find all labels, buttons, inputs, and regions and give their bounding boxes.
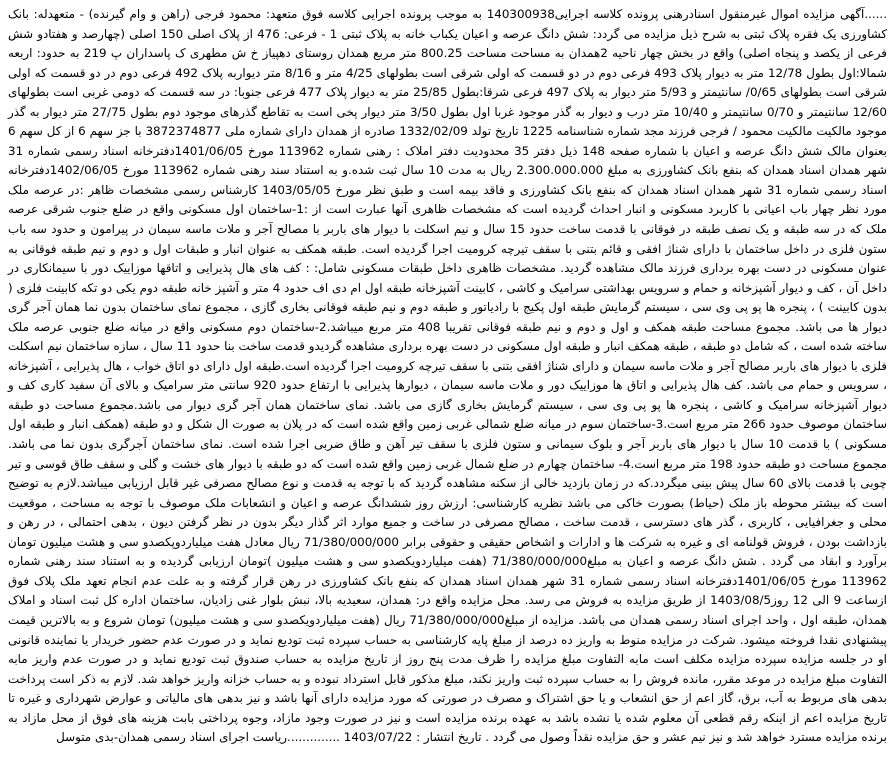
auction-notice-body: ......آگهی مزایده اموال غیرمنقول اسنادرهنی پرونده کلاسه اجرایی140300938 به موجب پرونده اجرایی کلاسه فوق متعهد: محمود فرجی (راهن و وام گیرنده) - متعهدله: بانک کشاورزی یک فقره پلاک ثبتی به شرح ذیل مزایده می گردد: شش دانگ عرصه و اعیان یکباب خانه به پلاک ثبتی 1 - فرعی: 476 از پلاک اصلی 150 اصلی (چهارصد و هفتادو شش فرعی از یکصد و پنجاه اصلی) واقع در بخش چهار ناحیه 2همدان به مساحت مساحت 800.25 متر مربع همدان روستای دهپیاز خ ش مطهری ک پاسداران پ 219 به حدود: اربعه شمالا:اول بطول 12/78 متر به دیوار پلاک 493 فرعی دوم در دو قسمت که اولی شرقی است بطولهای 4/25 متر و 8/16 متر دیواربه پلاک 492 فرعی دوم در دو قسمت که اولی شرقی است بطولهای 0/65/ سانتیمتر و 5/93 متر دیوار به پلاک 497 فرعی شرقا:بطول 25/85 متر به دیوار پلاک 477 فرعی جنوبا: در سه قسمت که دومی غربی است بطولهای 12/60 سانتیمتر و 0/70 سانتیمتر و 10/40 متر درب و دیوار به گذر موجود غربا اول بطول 3/50 متر دیوار پخی است به تقاطع گذرهای موجود دوم بطول 27/75 متر دیوار به گذر موجود مالکیت مالکیت محمود / فرجی فرزند مجد شماره شناسنامه 1225 تاریخ تولد 1332/02/09 صادره از همدان دارای شماره ملی 3872374877 با جز سهم 6 از کل سهم 6 بعنوان مالک شش دانگ عرصه و اعیان با شماره صفحه 148 ذیل دفتر 35 محدودیت دفتر املاک : رهنی شماره 113962 مورخ 1401/06/05دفترخانه اسناد رسمی شماره 31 شهر همدان اسناد همدان که بنفع بانک کشاورزی به مبلغ 2.300.000.000 ریال به مدت 10 سال ثبت شده.و به استناد سند رهنی شماره 113962 مورخ 1402/06/05دفترخانه اسناد رسمی شماره 31 شهر همدان اسناد همدان که بنفع بانک کشاورزی و فاقد بیمه است و طبق نظر مورخ 1403/05/05 کارشناس رسمی مشخصات ظاهر :در عرصه ملک مورد نظر چهار باب اعیانی با کاربرد مسکونی و انبار احداث گردیده است که مشخصات ظاهری آنها عبارت است از :1-ساختمان اول مسکونی واقع در ضلع جنوب شرقی عرصه ملک که در سه طبقه و یک نصف طبقه در فوقانی با قدمت ساخت حدود 15 سال و نیم اسکلت با دیوار های باربر با مصالح آجر و ملات ماسه سیمان در پیرامون و حدود سه باب ستون فلزی در داخل ساختمان با دارای شناژ افقی و قائم بتنی با سقف تیرچه کرومیت اجرا گردیده است. طبقه همکف به عنوان انبار و طبقات اول و دوم و نیم طبقه فوقانی به عنوان مسکونی در دست بهره برداری فرزند مالک مشاهده گردید. مشخصات ظاهری داخل طبقات مسکونی شامل: : کف های هال پذیرایی و اتاقها موزاییک دور با سیمانکاری در داخل آن ، کف و دیوار آشپزخانه و حمام و سرویس بهداشتی سرامیک و کاشی ، کابینت آشپزخانه طبقه اول ام دی اف حدود 4 متر و آشپز خانه طبقه دوم یکی دو تکه کابینت فلزی ( بدون کابینت ) ، پنجره ها پو پی وی سی ، سیستم گرمایش طبقه اول پکیج با رادیاتور و طبقه دوم و نیم طبقه فوقانی بخاری گازی ، مجموع نمای ساختمان بدون نما همان آجر گری دیوار ها می باشد. مجموع مساحت طبقه همکف و اول و دوم و نیم طبقه فوقانی تقریبا 408 متر مربع میباشد.2-ساختمان دوم مسکونی واقع در میانه ضلع جنوبی عرصه ملک ساخته شده است ، که شامل دو طبقه ، طبقه همکف انبار و طبقه اول مسکونی در دست بهره برداری مشاهده گردیدو قدمت ساخت بنا حدود 11 سال ، سازه ساختمان نیم اسکلت فلزی با دیوار های باربر مصالح آجر و ملات ماسه سیمان و دارای شناژ افقی بتنی با سقف تیرچه کرومیت اجرا گردیده است.طبقه اول دارای دو اتاق خواب ، هال پذیرایی ، آشپزخانه ، سرویس و حمام می باشد. کف هال پذیرایی و اتاق ها موزاییک دور و ملات ماسه سیمان ، دیوارها پذیرایی با ارتفاع حدود 920 سانتی متر سرامیک و بالای آن سفید کاری کف و دیوار آشپزخانه سرامیک و کاشی ، پنجره ها پو پی وی سی ، سیستم گرمایش بخاری گازی می باشد. نمای ساختمان همان آجر گری دیوار می باشد.مجموع مساحت دو طبقه ساختمان موصوف حدود 266 متر مربع است.3-ساختمان سوم در میانه ضلع شمالی غربی زمین واقع شده است که در پلان به صورت ال شکل و دو طبقه (همکف انبار و طبقه اول مسکونی ) با قدمت 10 سال با دیوار های باربر آجر و بلوک سیمانی و ستون فلزی با سقف تیر آهن و طاق ضربی اجرا شده است. نمای ساختمان آجرگری بدون نما می باشد. مجموع مساحت دو طبقه حدود 198 متر مربع است.4- ساختمان چهارم در ضلع شمال غربی زمین واقع شده است که دو طبقه با دیوار های خشت و گلی و سقف طاق قوسی و تیر چوبی با قدمت بالای 60 سال پیش بینی میگردد.که در زمان بازدید خالی از سکنه مشاهده گردید که با توجه به قدمت و نوع مصالح مصرفی غیر قابل ارزیابی میباشد.لازم به توضیح است که بیشتر محوطه باز ملک (حیاط) بصورت خاکی می باشد نظریه کارشناسی: ارزش روز ششدانگ عرصه و اعیان و انشعابات ملک موصوف با توجه به مساحت ، موقعیت محلی و جغرافیایی ، کاربری ، گذر های دسترسی ، قدمت ساخت ، مصالح مصرفی در ساخت و جمیع موارد اثر گذار دیگر بدون در نظر گرفتن دیون ، بدهی احتمالی ، در رهن و بازداشت بودن ، فروش قولنامه ای و غیره به شرکت ها و ادارات و اشخاص حقیقی و حقوقی برابر 71/380/000/000 ریال معادل هفت میلیاردوپکصدو سی و هشت میلیون تومان برآورد و ابقاد می گردد . شش دانگ عرصه و اعیان به مبلغ71/380/000/000 (هفت میلیاردویکصدو سی و هشت میلیون )تومان ارزیابی گردیده و به استناد سند رهنی شماره 113962 مورخ 1401/06/05دفترخانه اسناد رسمی شماره 31 شهر همدان اسناد همدان که بنفع بانک کشاورزی در رهن قرار گرفته و به علت عدم انجام تعهد ملک پلاک فوق ازساعت 9 الی 12 روز1403/08/5 از طریق مزایده به فروش می رسد. محل مزایده واقع در: همدان، سعیدیه بالا، نبش بلوار غنی زادیان، ساختمان اداره کل ثبت اسناد و املاک همدان، طبقه اول ، واحد اجرای اسناد رسمی همدان می باشد. مزایده از مبلغ71/380/000/000 ریال (هفت میلیاردویکصدو سی و هشت میلیون) تومان شروع و به بالاترین قیمت پیشنهادی نقدا فروخته میشود. شرکت در مزایده منوط به واریز ده درصد از مبلغ پایه کارشناسی به حساب سپرده ثبت تودیع نماید و در صورت عدم حضور خریدار یا نماینده قانونی او در جلسه مزایده سپرده مزایده مکلف است مابه التفاوت مبلغ مزایده را ظرف مدت پنج روز از تاریخ مزایده به حساب صندوق ثبت تودیع نماید و در صورت عدم واریز مابه التفاوت مبلغ مزایده در موعد مقرر، مانده فروش را به حساب سپرده ثبت واریز نکند، مبلغ مذکور قابل استرداد نبوده و به حساب خزانه واریز خواهد شد. لازم به ذکر است پرداخت بدهی های مربوط به آب، برق، گاز اعم از حق انشعاب و یا حق اشتراک و مصرف در صورتی که مورد مزایده دارای آنها باشد و نیز بدهی های مالیاتی و عوارض شهرداری و غیره تا تاریخ مزایده اعم از اینکه رقم قطعی آن معلوم شده یا نشده باشد به عهده برنده مزایده است و نیز در صورت وجود مازاد، وجوه پرداختی بابت هزینه های فوق از محل مازاد به برنده مزایده مسترد خواهد شد و نیز نیم عشر و حق مزایده نقداً وصول می گردد . تاریخ انتشار : 1403/07/22 ..............ریاست اجرای اسناد رسمی همدان-بدی متوسل [8, 7, 888, 745]
